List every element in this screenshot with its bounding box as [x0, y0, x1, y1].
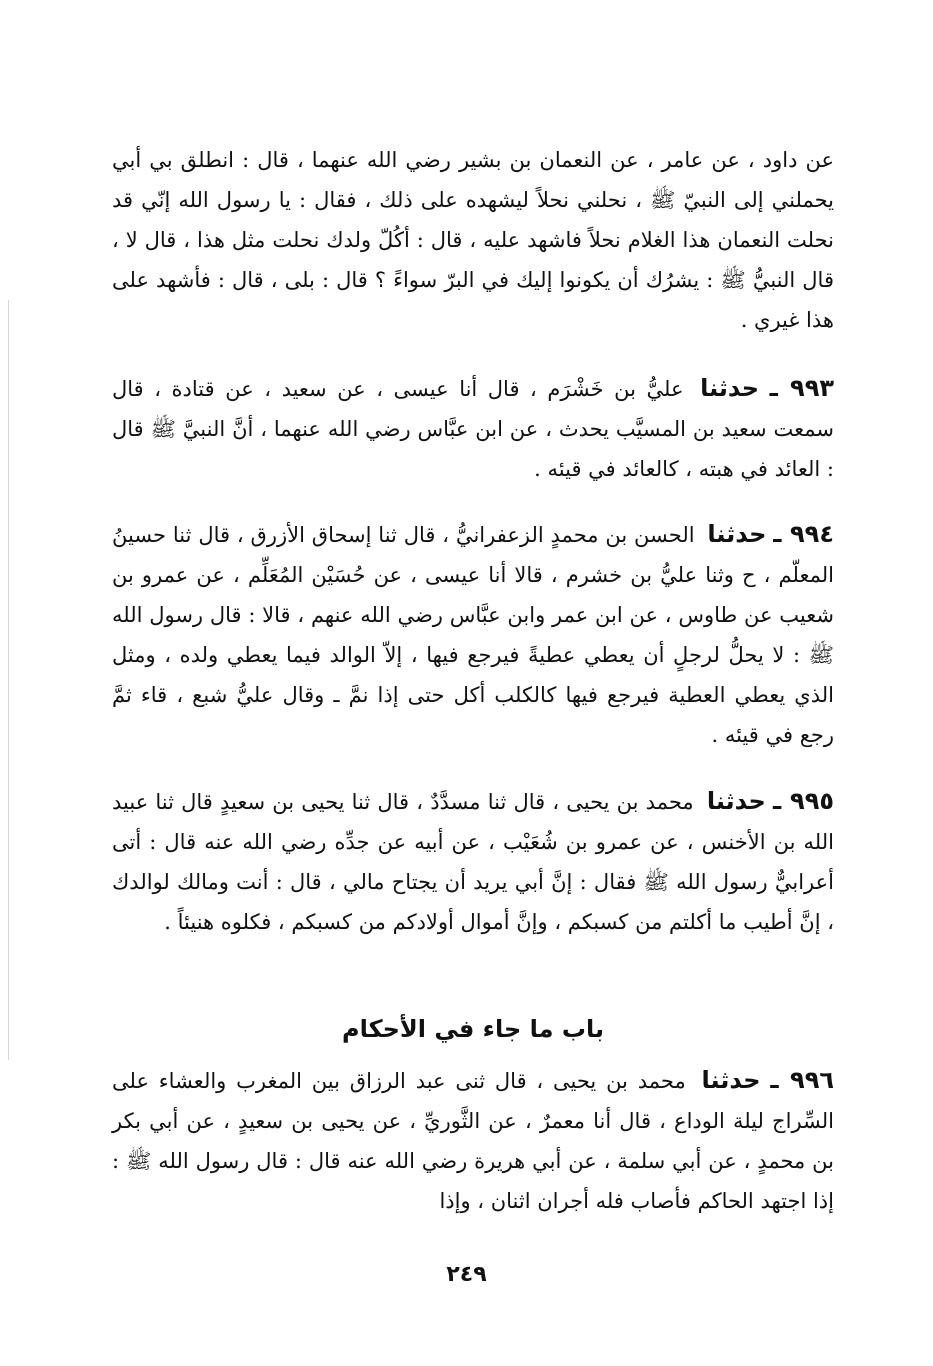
hadith-995-text: محمد بن يحيى ، قال ثنا مسدَّدٌ ، قال ثنا يحيى بن سعيدٍ قال ثنا عبيد الله بن الأخنس ، عن عمرو بن شُعَيْب ، عن أبيه عن جدِّه رضي الله عنه قال : أتى أعرابيٌّ رسول الله ﷺ فقال : إنَّ أبي يريد أن يجتاح مالي ، قال : أنت ومالك لوالدك ، إنَّ أطيب ما أكلتم من كسبكم ، وإنَّ أموال أولادكم من كسبكم ، فكلوه هنيئاً . [112, 790, 834, 934]
hadith-994 [112, 514, 834, 755]
hadith-993-keyword: حدثنا [700, 374, 760, 402]
hadith-993-text: عليُّ بن خَشْرَم ، قال أنا عيسى ، عن سعيد ، عن قتادة ، قال سمعت سعيد بن المسيَّب يحدث ، عن ابن عبَّاس رضي الله عنهما ، أنَّ النبيَّ ﷺ قال : العائد في هبته ، كالعائد في قيئه . [112, 377, 834, 481]
hadith-993-number: ٩٩٣ ـ [769, 374, 834, 402]
hadith-994-text: الحسن بن محمدٍ الزعفرانيُّ ، قال ثنا إسحاق الأزرق ، قال ثنا حسينُ المعلّم ، ح وثنا عليُّ بن خشرم ، قالا أنا عيسى ، عن حُسَيْن المُعَلِّم ، عن عمرو بن شعيب عن طاوس ، عن ابن عمر وابن عبَّاس رضي الله عنهم ، قالا : قال رسول الله ﷺ : لا يحلُّ لرجلٍ أن يعطي عطيةً فيرجع فيها ، إلاّ الوالد فيما يعطي ولده ، ومثل الذي يعطي العطية فيرجع فيها كالكلب أكل حتى إذا نمَّ ـ وقال عليُّ شبع ، قاء ثمَّ رجع في قيئه . [112, 523, 834, 747]
page-number: ٢٤٩ [446, 1262, 487, 1287]
hadith-996-number: ٩٩٦ ـ [770, 1066, 834, 1094]
hadith-994-keyword: حدثنا [707, 520, 767, 548]
hadith-994-number: ٩٩٤ ـ [773, 520, 834, 548]
intro-paragraph-text: عن داود ، عن عامر ، عن النعمان بن بشير رضي الله عنهما ، قال : انطلق بي أبي يحملني إلى النبيّ ﷺ ، نحلني نحلاً ليشهده على ذلك ، فقال : يا رسول الله إنّي قد نحلت النعمان هذا الغلام نحلاً فاشهد عليه ، قال : أكُلّ ولدك نحلت مثل هذا ، قال لا ، قال النبيُّ ﷺ : يشرُك أن يكونوا إليك في البرّ سواءً ؟ قال : بلى ، قال : فأشهد على هذا غيري . [112, 148, 834, 332]
hadith-996-keyword: حدثنا [701, 1066, 761, 1094]
scan-margin-line [8, 300, 9, 1060]
hadith-996 [112, 1060, 834, 1221]
hadith-995 [112, 781, 834, 942]
hadith-995-keyword: حدثنا [706, 787, 766, 815]
chapter-heading: باب ما جاء في الأحكام [342, 1015, 604, 1043]
hadith-993 [112, 368, 834, 489]
intro-paragraph [112, 140, 834, 340]
hadith-996-text: محمد بن يحيى ، قال ثنى عبد الرزاق بين المغرب والعشاء على السِّراج ليلة الوداع ، قال أنا معمرٌ ، عن الثَّوريِّ ، عن يحيى بن سعيدٍ ، عن أبي بكر بن محمدٍ ، عن أبي سلمة ، عن أبي هريرة رضي الله عنه قال : قال رسول الله ﷺ : إذا اجتهد الحاكم فأصاب فله أجران اثنان ، وإذا [112, 1069, 834, 1213]
hadith-995-number: ٩٩٥ ـ [772, 787, 834, 815]
